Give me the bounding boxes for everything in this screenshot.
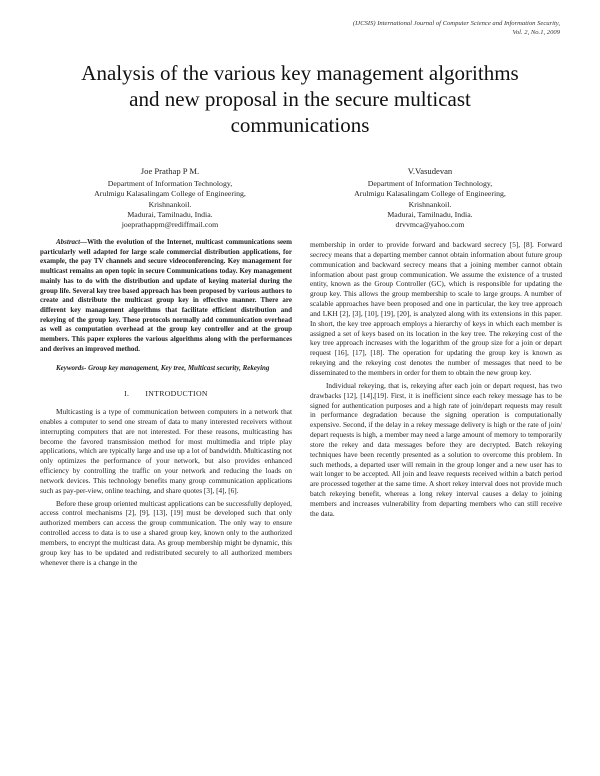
title-line-1: Analysis of the various key management algorithms [81, 61, 519, 85]
section-heading-introduction [40, 389, 292, 399]
author-block-2 [300, 166, 560, 230]
author-city: Madurai, Tamilnadu, India. [387, 209, 473, 219]
keywords-label: Keywords- [56, 364, 87, 373]
abstract-text: With the evolution of the Internet, multicast communications seem particularly well adapted for large scale commercial distribution applications, for example, the pay TV channels and secure videoconferencing. Key management for multicast remains an open topic in secure Communications today. Key management mainly has to do with the distribution and update of keying material during the group life. Several key tree based approach has been proposed by various authors to create and distribute the multicast group key in effective manner. There are different key management algorithms that facilitate efficient distribution and rekeying of the group key. These protocols normally add communication overhead as well as computation overhead at the group key controller and at the group members. This paper explores the various algorithms along with the performances and derives an improved method. [40, 238, 292, 353]
section-number: I. [124, 389, 130, 399]
author-town: Krishnankoil. [148, 199, 192, 209]
intro-paragraph-4: Individual rekeying, that is, rekeying after each join or depart request, has two drawbacks [12], [14],[19]. First, it is inefficient since each rekey message has to be signed for authentication purposes and a high rate of join/depart requests may result in performance degradation because the signing operation is computationally expensive. Second, if the delay in a rekey message delivery is high or the rate of join/ depart requests is high, a member may need a large amount of memory to temporarily store the rekey and data messages before they are decrypted. Batch rekeying techniques have been recently presented as a solution to overcome this problem. In such methods, a departed user will remain in the group longer and a new user has to wait longer to be accepted. All join and leave requests received within a batch period are processed together at the same time. A short rekey interval does not provide much batch rekeying benefit, whereas a long rekey interval causes a delay to joining members and increases vulnerability from departing members who can still receive the data. [310, 380, 562, 518]
author-name: V.Vasudevan [407, 166, 453, 176]
paper-title [40, 60, 560, 138]
author-name: Joe Prathap P M. [140, 166, 200, 176]
section-title: INTRODUCTION [145, 389, 208, 399]
author-college: Arulmigu Kalasalingam College of Engineering, [354, 189, 506, 199]
journal-line-2: Vol. 2, No.1, 2009 [512, 29, 560, 36]
intro-paragraph-3: membership in order to provide forward and backward secrecy [5], [8]. Forward secrecy means that a departing member cannot obtain information about future group communication and backward secrecy means that a joining member cannot obtain information about past group communication. We assume the existence of a trusted entity, known as the Group Controller (GC), which is responsible for updating the group key. This allows the group membership to scale to large groups. A number of scalable approaches have been proposed and one in particular, the key tree approach and LKH [2], [3], [10], [19], [20], is analyzed along with its extensions in this paper. In short, the key tree approach employs a hierarchy of keys in which each member is assigned a set of keys based on its location in the key tree. The rekeying cost of the key tree approach increases with the logarithm of the group size for a join or depart request [16], [17], [18]. The operation for updating the group key is known as rekeying and the rekeying cost denotes the number of messages that need to be disseminated to the members in order for them to obtain the new group key. [310, 240, 562, 377]
journal-line-1: (IJCSIS) International Journal of Computer Science and Information Security, [352, 20, 560, 27]
right-column [310, 240, 562, 519]
intro-paragraph-2: Before these group oriented multicast applications can be successfully deployed, access control mechanisms [2], [9], [13], [19] must be developed such that only authorized members can access the group communication. The only way to ensure controlled access to data is to use a shared group key, known only to the authorized members, to encrypt the multicast data. As group membership might be dynamic, this group key has to be updated and redistributed securely to all authorized members whenever there is a change in the [40, 498, 292, 567]
author-email: drvvmca@yahoo.com [395, 220, 465, 230]
abstract [40, 238, 292, 354]
author-college: Arulmigu Kalasalingam College of Engineering, [94, 189, 246, 199]
author-department: Department of Information Technology, [367, 179, 493, 188]
author-email: joeprathappm@rediffmail.com [121, 220, 219, 230]
left-column [40, 238, 292, 567]
author-department: Department of Information Technology, [107, 179, 233, 188]
abstract-label: Abstract— [56, 238, 88, 246]
intro-paragraph-1: Multicasting is a type of communication between computers in a network that enables a computer to send one stream of data to many interested receivers without interrupting computers that are not interested. For these reasons, multicasting has become the favored transmission method for most multimedia and triple play applications, which are typically large and use up a lot of bandwidth. Multicasting not only optimizes the performance of your network, but also provides enhanced efficiency by controlling the traffic on your network and reducing the loads on network devices. This technology benefits many group communication applications such as pay-per-view, online teaching, and share quotes [3], [4], [6]. [40, 406, 292, 495]
title-line-2: and new proposal in the secure multicast [129, 87, 471, 111]
keywords-text: Group key management, Key tree, Multicast security, Rekeying [86, 364, 270, 373]
title-line-3: communications [230, 113, 370, 137]
author-block-1 [40, 166, 300, 230]
author-city: Madurai, Tamilnadu, India. [127, 209, 213, 219]
keywords [40, 364, 292, 374]
author-town: Krishnankoil. [408, 199, 452, 209]
journal-header [220, 19, 560, 37]
